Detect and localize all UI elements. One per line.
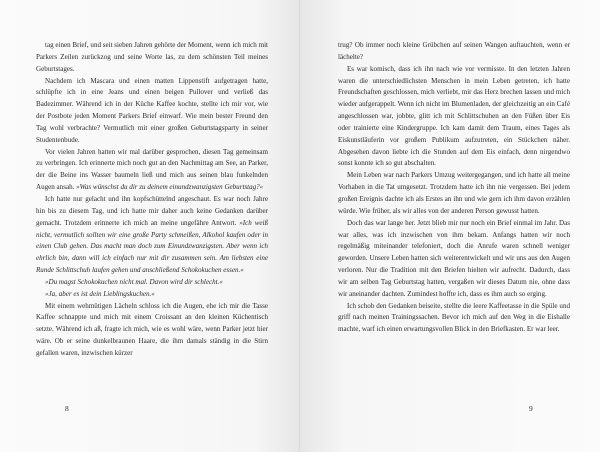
paragraph bbox=[338, 40, 570, 64]
paragraph bbox=[338, 64, 570, 171]
paragraph bbox=[36, 289, 268, 301]
text-run: Mein Leben war nach Parkers Umzug weitergegangen, und ich hatte all meine Vorhaben in die Tat umgesetzt. Trotzdem hatte ich ihn nie vergessen. Bei jedem großen Ereignis dachte ich als Erstes an ihn und wie gern ich ihm davon erzählen würde. Wie früher, als wir alles von der anderen Person gewusst hatten. bbox=[338, 171, 570, 215]
italic-text: »Was wünschst du dir zu deinem einundzwanzigsten Geburtstag?« bbox=[76, 183, 264, 192]
right-page-body bbox=[338, 40, 570, 336]
paragraph bbox=[338, 218, 570, 301]
paragraph bbox=[338, 170, 570, 217]
left-page-body bbox=[36, 40, 268, 360]
text-run: Doch das war lange her. Jetzt blieb mir nur noch ein Brief einmal im Jahr. Das war alles, was ich inzwischen von ihm bekam. Anfangs hatten wir noch regelmäßig miteinander telefoniert, doch die Anrufe waren schnell weniger geworden. Unsere Leben hatten sich weiterentwickelt und wir uns aus den Augen verloren. Nur die Tradition mit den Briefen hielten wir aufrecht. Dadurch, dass wir am selben Tag Geburtstag hatten, vergaßen wir dieses Datum nie, ohne dass wir aneinander dachten. Zumindest hoffte ich, dass es ihm auch so erging. bbox=[338, 218, 570, 298]
paragraph bbox=[36, 147, 268, 194]
text-run: trug? Ob immer noch kleine Grübchen auf seinen Wangen auftauchten, wenn er lächelte? bbox=[338, 41, 570, 61]
text-run: Ich schob den Gedanken beiseite, stellte die leere Kaffeetasse in die Spüle und griff nach meinen Trainingssachen. Bevor ich mich auf den Weg in die Eishalle machte, warf ich einen erwartungsvollen Blick in den Briefkasten. Er war leer. bbox=[338, 301, 570, 334]
paragraph bbox=[36, 277, 268, 289]
paragraph bbox=[36, 76, 268, 147]
paragraph bbox=[338, 301, 570, 337]
paragraph bbox=[36, 194, 268, 277]
text-run: Mit einem wehmütigen Lächeln schloss ich die Augen, ehe ich mir die Tasse Kaffee schnappte und mich mit einem Croissant an den kleinen Küchentisch setzte. Während ich aß, fragte ich mich, wie es wohl wäre, wenn Parker jetzt hier wäre. Ob er seine dunkelbraunen Haare, die ihm damals ständig in die Stirn gefallen waren, inzwischen kürzer bbox=[36, 301, 268, 357]
paragraph bbox=[36, 40, 268, 76]
italic-text: »Ja, aber es ist dein Lieblingskuchen.« bbox=[45, 289, 155, 298]
italic-text: »Ich weiß nicht, vermutlich sollten wir eine große Party schmeißen, Alkohol kaufen oder in einen Club gehen. Das macht man doch zum Einundzwanzigsten. Aber wenn ich ehrlich bin, dann will ich einfach nur mit dir zusammen sein. Am liebsten eine Runde Schlittschuh laufen gehen und anschließend Schokokuchen essen.« bbox=[36, 218, 268, 275]
paragraph bbox=[36, 301, 268, 360]
right-page bbox=[300, 0, 600, 452]
text-run: Nachdem ich Mascara und einen matten Lippenstift aufgetragen hatte, schlüpfte ich in eine Jeans und einen beigen Pullover und verließ das Badezimmer. Während ich in der Küche Kaffee kochte, stellte ich mir vor, wie der Postbote jeden Moment Parkers Brief einwarf. Wie mein bester Freund den Tag wohl verbrachte? Vermutlich mit einer großen Geburtstagsparty in seiner Studentenbude. bbox=[36, 76, 268, 144]
text-run: Es war komisch, dass ich ihn nach wie vor vermisste. In den letzten Jahren waren die unterschiedlichsten Menschen in mein Leben getreten, ich hatte Freundschaften geschlossen, mich verliebt, mir das Herz brechen lassen und mich wieder aufgerappelt. Wenn ich nicht im Blumenladen, der gleichzeitig an ein Café angeschlossen war, jobbte, glitt ich mit Schlittschuhen an den Füßen über Eis oder trainierte eine Kindergruppe. Ich kam damit dem Traum, eines Tages als Eiskunstläuferin vor großem Publikum aufzutreten, ein Stückchen näher. Abgesehen davon liebte ich die Stunden auf dem Eis einfach, denn nirgendwo sonst konnte ich so gut abschalten. bbox=[338, 64, 570, 168]
text-run: Ich hatte nur gelacht und ihn kopfschüttelnd angeschaut. Es war noch Jahre hin bis zu diesem Tag, und ich hatte mir daher auch keine Gedanken darüber gemacht. Trotzdem erinnerte ich mich an meine ungefähre Antwort. bbox=[36, 194, 268, 227]
right-page-number: 9 bbox=[529, 404, 533, 413]
text-run: tag einen Brief, und seit sieben Jahren gehörte der Moment, wenn ich mich mit Parkers Zeilen zurückzog und seine Worte las, zu dem schönsten Teil meines Geburtstages. bbox=[36, 41, 268, 73]
italic-text: »Du magst Schokokuchen nicht mal. Davon wird dir schlecht.« bbox=[45, 277, 223, 286]
text-run: Vor vielen Jahren hatten wir mal darüber gesprochen, diesen Tag gemeinsam zu verbringen. Ich erinnerte mich noch gut an den Nachmittag am See, an Parker, der die Beine ins Wasser baumeln ließ und mich aus seinen blau funkelnden Augen ansah. bbox=[36, 147, 268, 192]
left-page-number: 8 bbox=[65, 404, 69, 413]
